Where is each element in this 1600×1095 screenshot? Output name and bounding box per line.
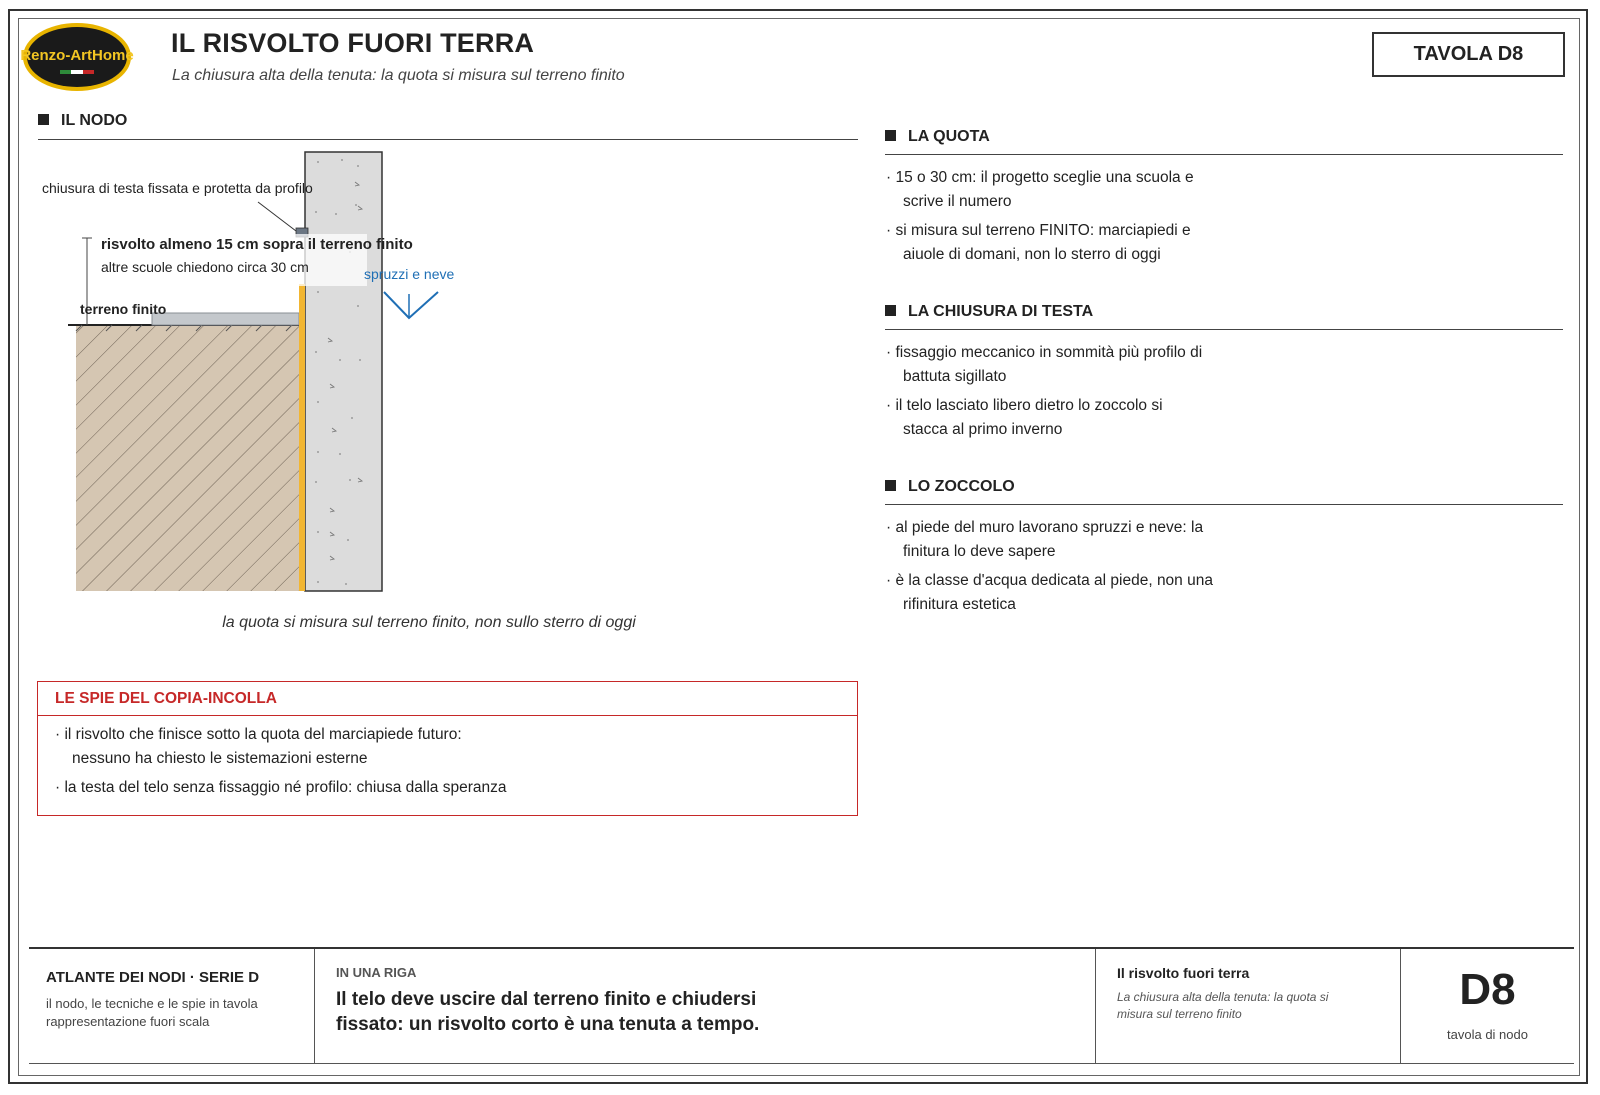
series-description: il nodo, le tecniche e le spie in tavola rappresentazione fuori scala [46,996,258,1029]
tavola-badge: TAVOLA D8 [1372,32,1565,77]
splash-arrow-icon [384,292,438,318]
section-rule [885,154,1563,155]
tavola-code: D8 [1459,965,1516,1014]
bullet-line1: · è la classe d'acqua dedicata al piede, non una [886,572,1213,589]
bullet-line1: · fissaggio meccanico in sommità più profilo di [886,344,1203,361]
terreno-finito-label: terreno finito [80,301,167,317]
section-lo-zoccolo-title: LO ZOCCOLO [908,478,1015,495]
bullet-line1: · si misura sul terreno FINITO: marciapiedi e [886,222,1191,239]
spie-item-line1: · il risvolto che finisce sotto la quota del marciapiede futuro: [55,726,462,743]
zoccolo-bullet [886,569,1246,617]
spie-item [55,723,835,771]
spie-item-line1: · la testa del telo senza fissaggio né profilo: chiusa dalla speranza [55,779,507,796]
section-lo-zoccolo [885,478,1015,496]
spruzzi-label: spruzzi e neve [364,266,455,282]
risvolto-label: risvolto almeno 15 cm sopra il terreno finito [101,236,413,253]
spie-separator [38,715,857,716]
title-block [29,947,1574,1064]
chiusura-bullet [886,341,1246,389]
bullet-line2: stacca al primo inverno [903,421,1063,438]
section-chiusura-testa [885,303,1093,321]
bullet-line2: rifinitura estetica [903,596,1016,613]
section-il-nodo-title: IL NODO [61,112,128,129]
section-marker-icon [885,130,896,141]
page-title: IL RISVOLTO FUORI TERRA [171,28,535,58]
diagram-caption: la quota si misura sul terreno finito, non sullo sterro di oggi [222,614,636,631]
chiusura-label: chiusura di testa fissata e protetta da profilo [42,180,313,196]
tavola-code-subtitle: tavola di nodo [1447,1027,1528,1042]
spie-item-line2: nessuno ha chiesto le sistemazioni esterne [72,750,368,767]
series-title: ATLANTE DEI NODI · SERIE D [46,969,260,986]
chiusura-leader [258,202,296,231]
spie-box [37,681,858,816]
title-block-reference [1096,949,1401,1063]
quota-bullet [886,166,1246,214]
pavement-slab [152,313,299,325]
bullet-line2: finitura lo deve sapere [903,543,1056,560]
bullet-line1: · 15 o 30 cm: il progetto sceglie una scuola e [886,169,1194,186]
riga-text: Il telo deve uscire dal terreno finito e chiudersi fissato: un risvolto corto è una tenuta a tempo. [336,989,760,1035]
section-la-quota-title: LA QUOTA [908,128,990,145]
logo-text: Renzo-ArtHome [20,47,134,64]
section-marker-icon [885,305,896,316]
spie-title: LE SPIE DEL COPIA-INCOLLA [55,690,277,707]
bullet-line1: · al piede del muro lavorano spruzzi e neve: la [886,519,1204,536]
waterproof-membrane [299,284,305,591]
altre-scuole-label: altre scuole chiedono circa 30 cm [101,259,309,275]
section-chiusura-testa-title: LA CHIUSURA DI TESTA [908,303,1094,320]
chiusura-bullet [886,394,1246,442]
spie-item [55,776,835,800]
title-block-series [29,949,315,1063]
quota-bullet [886,219,1246,267]
reference-title: Il risvolto fuori terra [1117,965,1250,981]
bullet-line2: scrive il numero [903,193,1012,210]
bullet-line2: aiuole di domani, non lo sterro di oggi [903,246,1161,263]
nodo-diagram [0,0,860,600]
zoccolo-bullet [886,516,1246,564]
section-la-quota [885,128,990,146]
title-block-code [1401,949,1574,1063]
bullet-line2: battuta sigillato [903,368,1007,385]
riga-label: IN UNA RIGA [336,965,417,980]
title-block-summary [315,949,1096,1063]
section-marker-icon [885,480,896,491]
bullet-line1: · il telo lasciato libero dietro lo zoccolo si [886,397,1163,414]
reference-subtitle: La chiusura alta della tenuta: la quota si misura sul terreno finito [1117,990,1329,1021]
section-rule [885,504,1563,505]
concrete-wall [305,152,382,591]
page-subtitle: La chiusura alta della tenuta: la quota si misura sul terreno finito [172,67,625,84]
soil-mass [76,326,299,591]
section-rule [885,329,1563,330]
